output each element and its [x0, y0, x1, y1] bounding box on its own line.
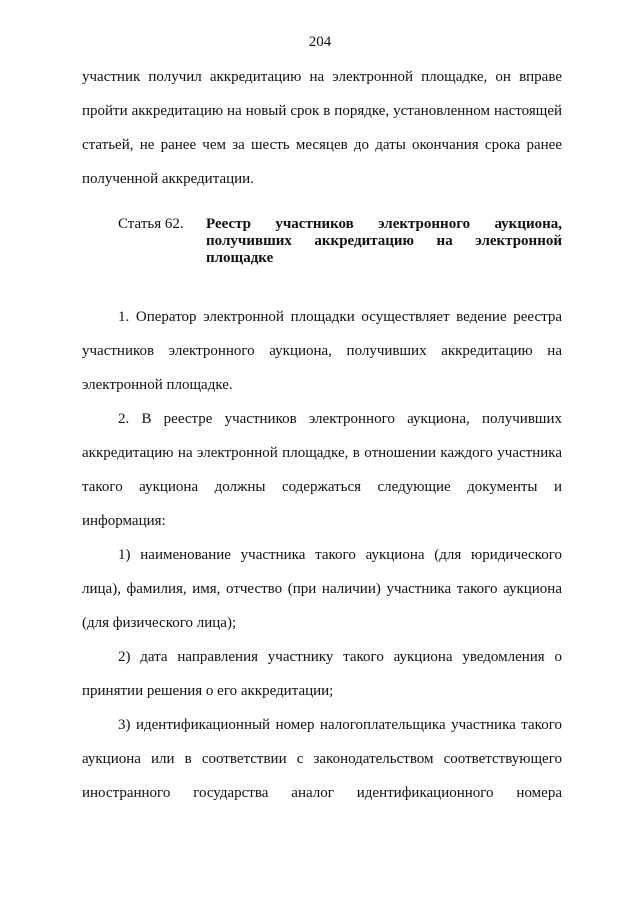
- item-1: 1) наименование участника такого аукциона (для юридического лица), фамилия, имя, отчество (при наличии) участника такого аукциона (для физического лица);: [82, 547, 562, 631]
- page-number: 204: [308, 34, 332, 50]
- item-2: 2) дата направления участнику такого аукциона уведомления о принятии решения о его аккредитации;: [82, 649, 562, 699]
- paragraph-2: 2. В реестре участников электронного аукциона, получивших аккредитацию на электронной площадке, в отношении каждого участника такого аукциона должны содержаться следующие документы и информация:: [82, 411, 562, 529]
- article-title: Реестр участников электронного аукциона, получивших аккредитацию на электронной площадке: [206, 216, 562, 266]
- article-body: [82, 300, 562, 810]
- continuation-block: [82, 60, 562, 196]
- paragraph-1: 1. Оператор электронной площадки осуществляет ведение реестра участников электронного аукциона, получивших аккредитацию на электронной площадке.: [82, 309, 562, 393]
- continuation-paragraph: участник получил аккредитацию на электронной площадке, он вправе пройти аккредитацию на новый срок в порядке, установленном настоящей статьей, не ранее чем за шесть месяцев до даты окончания срока ранее полученной аккредитации.: [82, 69, 562, 187]
- article-heading: [118, 216, 562, 267]
- article-label: Статья 62.: [118, 216, 184, 232]
- item-3: 3) идентификационный номер налогоплательщика участника такого аукциона или в соответствии с законодательством соответствующего иностранного государства аналог идентификационного номера: [82, 717, 562, 801]
